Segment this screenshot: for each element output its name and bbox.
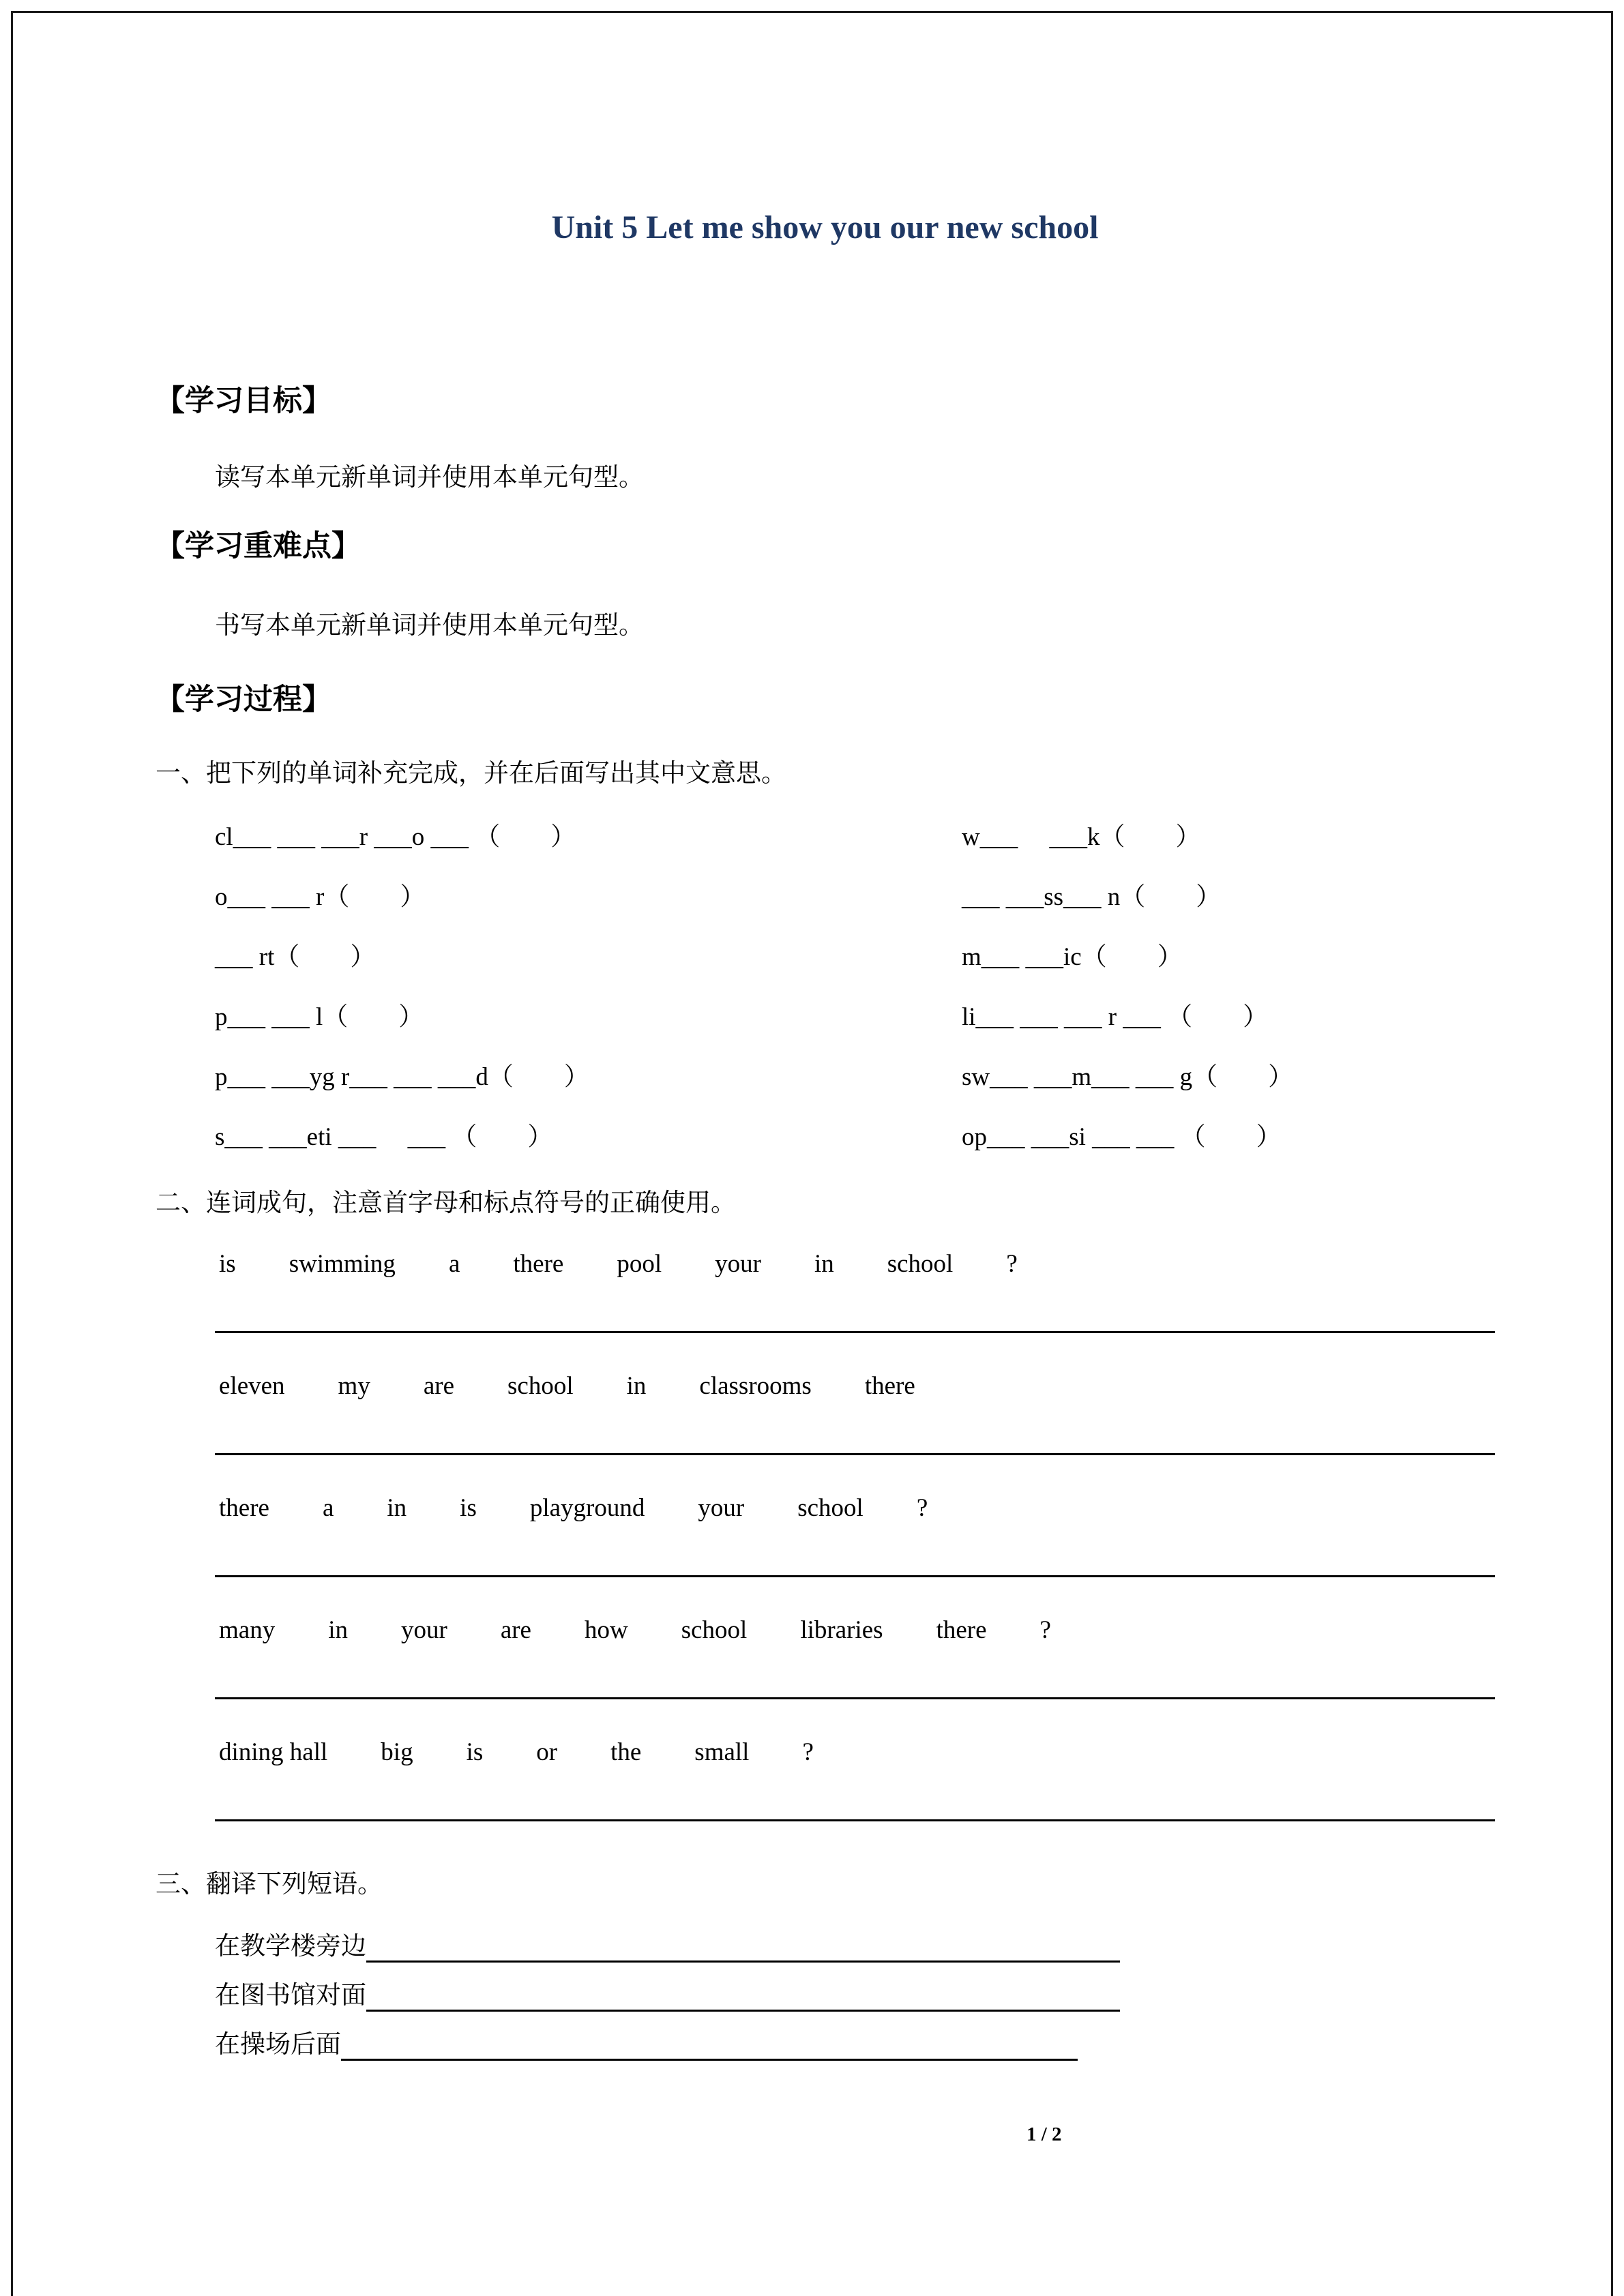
exercise1-word-grid xyxy=(215,822,1494,1153)
sentence-word: ? xyxy=(1039,1616,1051,1644)
exercise1-instruction: 一、把下列的单词补充完成，并在后面写出其中文意思。 xyxy=(156,760,786,788)
sentence-word: eleven xyxy=(219,1372,285,1400)
phrase-row xyxy=(215,1931,1494,1963)
phrase-underline xyxy=(366,1982,1120,2012)
page-title: Unit 5 Let me show you our new school xyxy=(551,209,1099,245)
sentence-word: or xyxy=(536,1738,558,1766)
sentence-word: swimming xyxy=(289,1250,396,1278)
phrase-label: 在图书馆对面 xyxy=(215,1982,366,2010)
sentence-word: school xyxy=(887,1250,954,1278)
sentence-word: school xyxy=(797,1494,863,1522)
sentence-block xyxy=(215,1615,1494,1699)
sentence-words xyxy=(215,1249,1494,1280)
sentence-word: in xyxy=(814,1250,834,1278)
sentence-word: a xyxy=(322,1494,334,1522)
phrase-underline xyxy=(341,2031,1078,2061)
sentence-word: is xyxy=(466,1738,484,1766)
page-footer: 1 / 2 xyxy=(1027,2123,1062,2145)
sentence-block xyxy=(215,1371,1494,1455)
sentence-word: classrooms xyxy=(699,1372,812,1400)
sentence-word: the xyxy=(610,1738,642,1766)
sentence-word: there xyxy=(936,1616,987,1644)
word-blank-right: op___ ___si ___ ___ （ ） xyxy=(962,1123,1282,1151)
sentence-word: in xyxy=(626,1372,647,1400)
sentence-word: ? xyxy=(1006,1250,1018,1278)
sentence-word: school xyxy=(681,1616,748,1644)
word-blank-right: w___ ___k（ ） xyxy=(962,823,1201,851)
sentence-word: your xyxy=(698,1494,745,1522)
sentence-words xyxy=(215,1737,1494,1768)
sentence-word: many xyxy=(219,1616,276,1644)
phrase-underline xyxy=(366,1933,1120,1963)
sentence-word: are xyxy=(423,1372,454,1400)
word-blank-left: s___ ___eti ___ ___ （ ） xyxy=(215,1123,553,1151)
answer-line xyxy=(215,1697,1495,1699)
section-goals-header: 【学习目标】 xyxy=(156,385,331,417)
answer-line xyxy=(215,1453,1495,1455)
sentence-word: my xyxy=(338,1372,370,1400)
word-blank-left: o___ ___ r（ ） xyxy=(215,883,426,911)
sentence-word: playground xyxy=(529,1494,645,1522)
exercise2-sentences xyxy=(215,1249,1494,1821)
sentence-word: libraries xyxy=(800,1616,883,1644)
sentence-word: how xyxy=(584,1616,628,1644)
sentence-block xyxy=(215,1493,1494,1577)
sentence-word: a xyxy=(448,1250,460,1278)
goals-body-text: 读写本单元新单词并使用本单元句型。 xyxy=(215,464,644,492)
sentence-word: pool xyxy=(617,1250,662,1278)
sentence-words xyxy=(215,1493,1494,1524)
sentence-word: in xyxy=(387,1494,407,1522)
sentence-word: there xyxy=(513,1250,564,1278)
word-blank-left: cl___ ___ ___r ___o ___ （ ） xyxy=(215,823,576,851)
page-content xyxy=(0,208,1624,2061)
sentence-word: there xyxy=(864,1372,915,1400)
word-blank-right: ___ ___ss___ n（ ） xyxy=(962,883,1222,911)
word-blank-left: p___ ___ l（ ） xyxy=(215,1003,424,1031)
sentence-word: your xyxy=(400,1616,447,1644)
answer-line xyxy=(215,1819,1495,1821)
answer-line xyxy=(215,1575,1495,1577)
section-process-header: 【学习过程】 xyxy=(156,684,331,716)
sentence-word: school xyxy=(507,1372,574,1400)
word-blank-right: li___ ___ ___ r ___ （ ） xyxy=(962,1003,1269,1031)
sentence-word: ? xyxy=(916,1494,928,1522)
sentence-word: are xyxy=(500,1616,531,1644)
sentence-block xyxy=(215,1737,1494,1821)
phrase-label: 在教学楼旁边 xyxy=(215,1933,366,1960)
sentence-word: there xyxy=(219,1494,269,1522)
sentence-block xyxy=(215,1249,1494,1333)
sentence-word: your xyxy=(715,1250,761,1278)
sentence-word: ? xyxy=(802,1738,814,1766)
sentence-words xyxy=(215,1371,1494,1402)
exercise2-instruction: 二、连词成句，注意首字母和标点符号的正确使用。 xyxy=(156,1189,736,1217)
phrase-row xyxy=(215,1980,1494,2012)
sentence-word: in xyxy=(328,1616,348,1644)
sentence-words xyxy=(215,1615,1494,1646)
sentence-word: big xyxy=(381,1738,413,1766)
word-blank-right: m___ ___ic（ ） xyxy=(962,943,1183,971)
phrase-label: 在操场后面 xyxy=(215,2031,341,2059)
sentence-word: dining hall xyxy=(219,1738,328,1766)
sentence-word: is xyxy=(219,1250,236,1278)
word-blank-left: p___ ___yg r___ ___ ___d（ ） xyxy=(215,1063,589,1091)
exercise3-phrases xyxy=(215,1931,1494,2061)
exercise3-instruction: 三、翻译下列短语。 xyxy=(156,1870,383,1898)
sentence-word: is xyxy=(460,1494,477,1522)
key-points-body-text: 书写本单元新单词并使用本单元句型。 xyxy=(215,612,644,640)
phrase-row xyxy=(215,2029,1494,2061)
answer-line xyxy=(215,1331,1495,1333)
sentence-word: small xyxy=(694,1738,750,1766)
word-blank-right: sw___ ___m___ ___ g（ ） xyxy=(962,1063,1294,1091)
word-blank-left: ___ rt（ ） xyxy=(215,943,376,971)
section-key-points-header: 【学习重难点】 xyxy=(156,531,361,563)
